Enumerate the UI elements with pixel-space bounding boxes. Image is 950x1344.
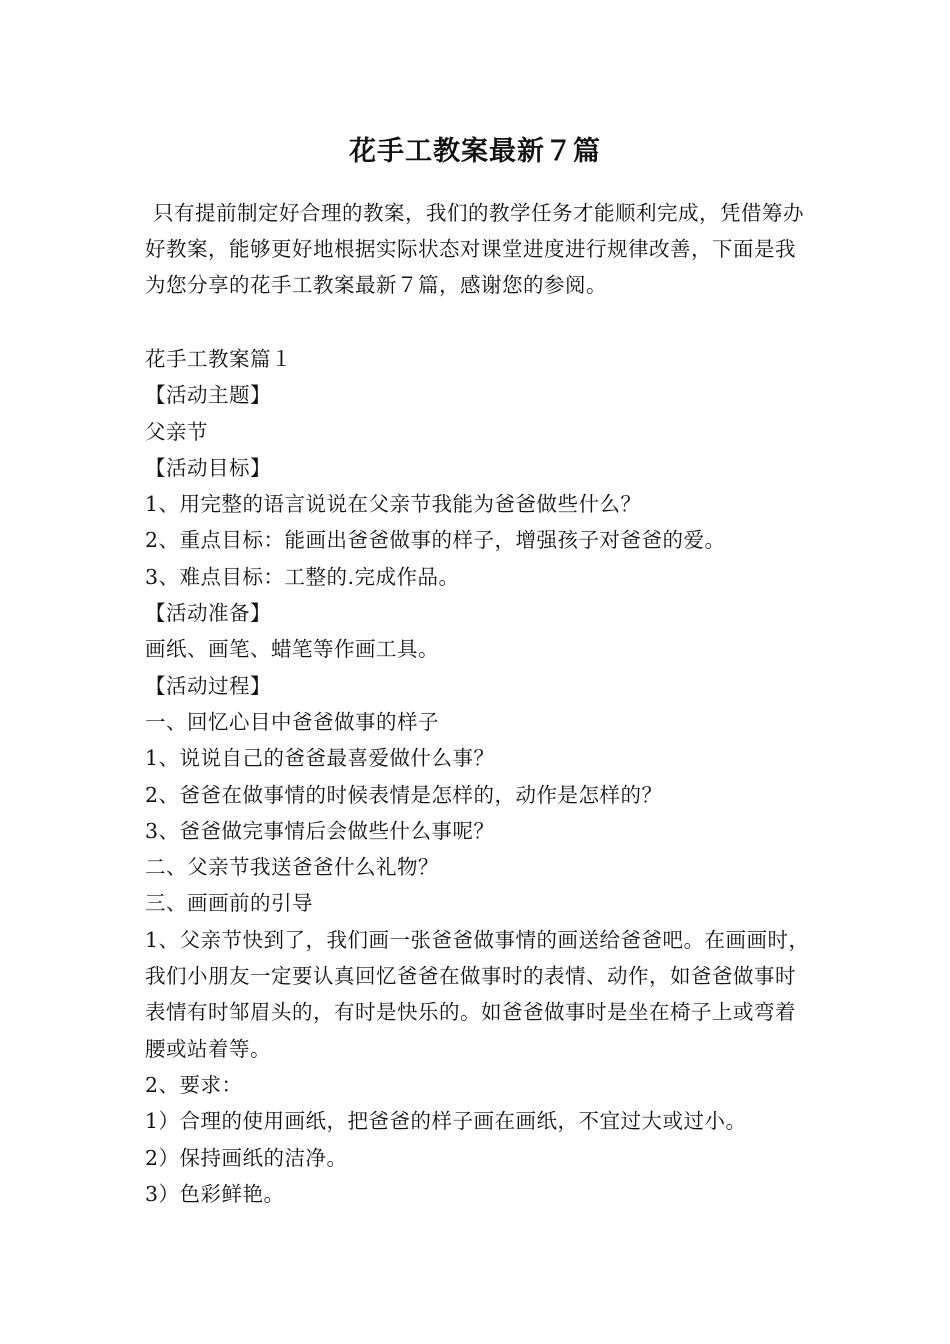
- document-body: [145, 341, 810, 1212]
- guidance-paragraph: 1、父亲节快到了，我们画一张爸爸做事情的画送给爸爸吧。在画画时，我们小朋友一定要认真回忆爸爸在做事时的表情、动作，如爸爸做事时表情有时邹眉头的，有时是快乐的。如爸爸做事时是坐在椅子上或弯着腰或站着等。: [145, 927, 810, 1061]
- activity-theme-text: 父亲节: [145, 419, 208, 444]
- process-item: 2、爸爸在做事情的时候表情是怎样的，动作是怎样的？: [145, 782, 663, 807]
- activity-theme-label: 【活动主题】: [145, 383, 271, 408]
- goal-item: 1、用完整的语言说说在父亲节我能为爸爸做些什么？: [145, 492, 642, 517]
- activity-process-label: 【活动过程】: [145, 673, 271, 698]
- activity-prep-label: 【活动准备】: [145, 601, 271, 626]
- activity-goals-label: 【活动目标】: [145, 455, 271, 480]
- activity-prep-text: 画纸、画笔、蜡笔等作画工具。: [145, 637, 439, 662]
- document-title: 花手工教案最新７篇: [349, 136, 601, 167]
- requirements-label: 2、要求：: [145, 1072, 243, 1097]
- goal-item: 2、重点目标：能画出爸爸做事的样子，增强孩子对爸爸的爱。: [145, 528, 726, 553]
- process-item: 1、说说自己的爸爸最喜爱做什么事？: [145, 746, 495, 771]
- requirement-item: 2）保持画纸的洁净。: [145, 1145, 348, 1170]
- process-step: 三、画画前的引导: [145, 891, 313, 916]
- section-heading: 花手工教案篇１: [145, 347, 292, 371]
- goal-item: 3、难点目标：工整的.完成作品。: [145, 564, 460, 589]
- process-item: 3、爸爸做完事情后会做些什么事呢？: [145, 818, 495, 843]
- requirement-item: 3）色彩鲜艳。: [145, 1181, 285, 1206]
- process-step: 二、父亲节我送爸爸什么礼物？: [145, 855, 439, 880]
- process-step: 一、回忆心目中爸爸做事的样子: [145, 709, 439, 734]
- intro-paragraph: 只有提前制定好合理的教案，我们的教学任务才能顺利完成，凭借筹办好教案，能够更好地根据实际状态对课堂进度进行规律改善，下面是我为您分享的花手工教案最新７篇，感谢您的参阅。: [145, 201, 804, 297]
- requirement-item: 1）合理的使用画纸，把爸爸的样子画在画纸，不宜过大或过小。: [145, 1109, 747, 1134]
